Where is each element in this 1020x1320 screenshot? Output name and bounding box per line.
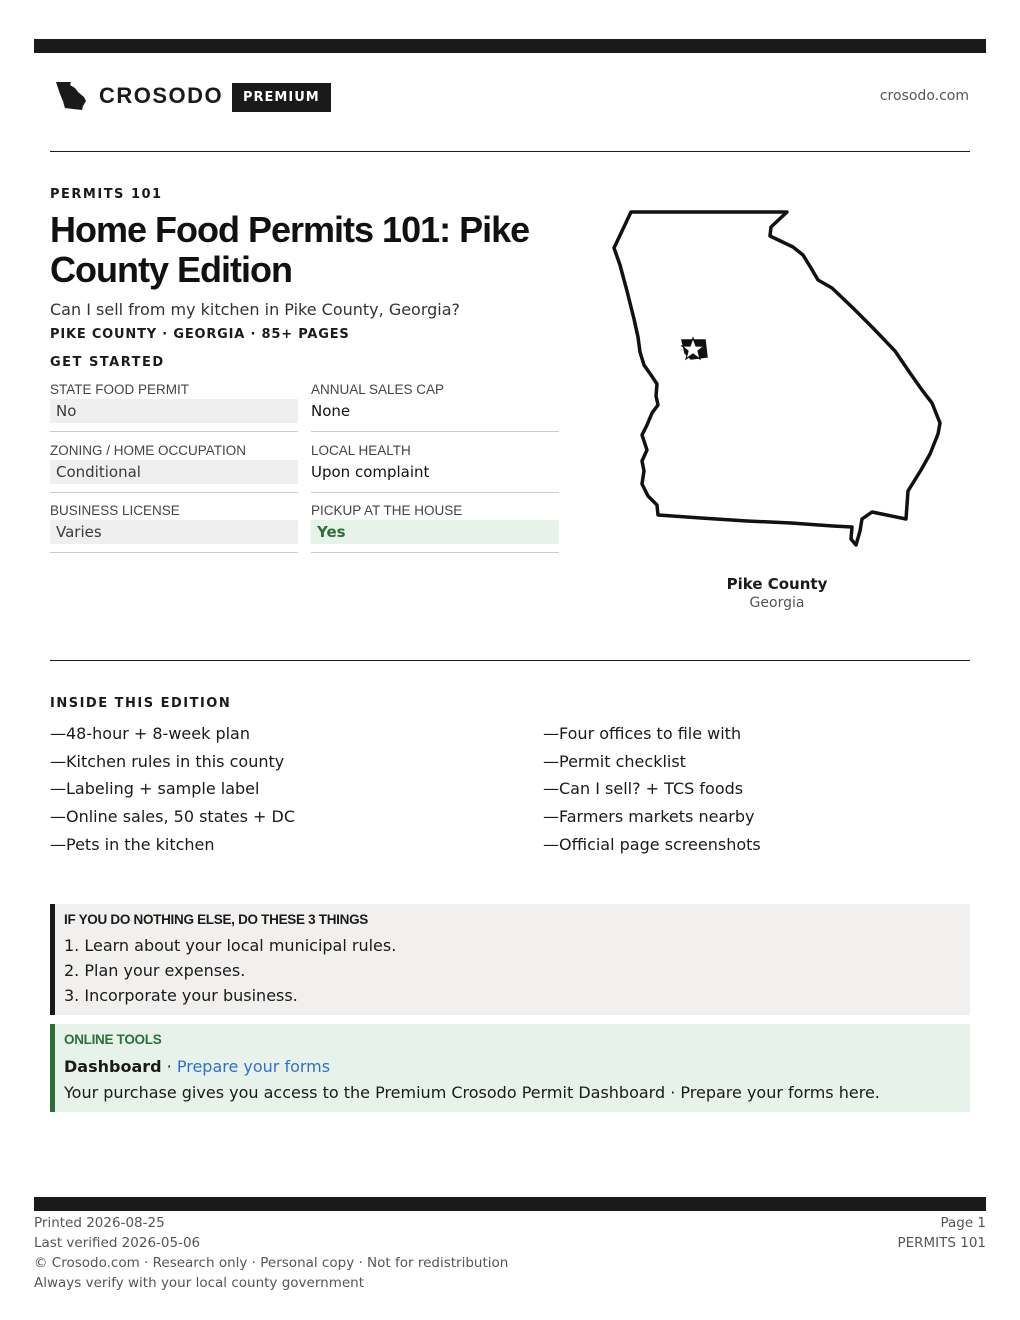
toc-item: —Can I sell? + TCS foods [543, 779, 744, 799]
georgia-map [605, 205, 950, 555]
todo-step: 1. Learn about your local municipal rules. [64, 936, 397, 955]
field-value: Varies [50, 520, 298, 544]
toc-item: —48-hour + 8-week plan [50, 724, 250, 743]
field-label: ANNUAL SALES CAP [311, 382, 445, 397]
map-caption [677, 575, 877, 611]
todo-callout [50, 904, 970, 1015]
verified-date: Last verified 2026-05-06 [34, 1235, 201, 1251]
header [50, 74, 970, 120]
county-marker-star-icon [682, 338, 707, 359]
printed-date: Printed 2026-08-25 [34, 1215, 165, 1231]
header-divider [50, 151, 970, 152]
dashboard-label: Dashboard [64, 1057, 162, 1076]
edition-meta: PIKE COUNTY · GEORGIA · 85+ PAGES [50, 327, 350, 342]
footer-right [897, 1213, 986, 1253]
page-subtitle: Can I sell from my kitchen in Pike County, Georgia? [50, 300, 461, 319]
toc-left-list [50, 723, 295, 861]
todo-step: 3. Incorporate your business. [64, 986, 298, 1005]
georgia-logo-icon [54, 80, 88, 114]
footer-section: PERMITS 101 [897, 1235, 986, 1251]
map-county-name: Pike County [726, 575, 828, 593]
toc-item: —Farmers markets nearby [543, 807, 755, 827]
toc-item: —Online sales, 50 states + DC [50, 807, 296, 827]
footer-left [34, 1213, 508, 1293]
copyright-notice: © Crosodo.com · Research only · Personal copy · Not for redistribution [34, 1255, 509, 1271]
dashboard-description: Your purchase gives you access to the Premium Crosodo Permit Dashboard · Prepare your forms here. [64, 1083, 880, 1102]
get-started-heading: GET STARTED [50, 355, 165, 370]
prepare-forms-link[interactable]: Prepare your forms [176, 1057, 331, 1076]
field-value: Yes [311, 520, 559, 544]
section-divider [50, 660, 970, 661]
field-pickup-at-house [311, 503, 559, 553]
premium-badge: PREMIUM [232, 83, 331, 112]
inside-edition-heading: INSIDE THIS EDITION [50, 696, 232, 711]
field-label: LOCAL HEALTH [311, 443, 411, 458]
online-tools-heading: ONLINE TOOLS [64, 1032, 162, 1047]
verify-note: Always verify with your local county government [34, 1275, 364, 1291]
field-value: No [50, 399, 298, 423]
section-eyebrow: PERMITS 101 [50, 187, 163, 202]
toc-item: —Labeling + sample label [50, 779, 260, 799]
field-label: BUSINESS LICENSE [50, 503, 180, 518]
field-local-health [311, 443, 559, 493]
dashboard-line [64, 1057, 330, 1076]
field-label: ZONING / HOME OCCUPATION [50, 443, 247, 458]
field-business-license [50, 503, 298, 553]
field-label: STATE FOOD PERMIT [50, 382, 190, 397]
page-number: Page 1 [940, 1215, 986, 1231]
todo-heading: IF YOU DO NOTHING ELSE, DO THESE 3 THINGS [64, 912, 368, 927]
toc-right-list [543, 723, 761, 861]
dashboard-separator: · [161, 1057, 177, 1076]
field-label: PICKUP AT THE HOUSE [311, 503, 463, 518]
toc-item: —Four offices to file with [543, 724, 742, 743]
georgia-state-outline [614, 212, 940, 545]
field-value: Conditional [50, 460, 298, 484]
toc-item: —Official page screenshots [543, 834, 761, 854]
field-annual-sales-cap [311, 382, 559, 432]
page-title: Home Food Permits 101: Pike County Edition [50, 209, 530, 290]
brand-name: CROSODO [99, 83, 224, 108]
bottom-bar [34, 1197, 986, 1211]
online-tools-callout [50, 1024, 970, 1112]
field-value: Upon complaint [311, 463, 430, 481]
field-zoning [50, 443, 298, 493]
field-value: None [311, 402, 351, 420]
map-state-name: Georgia [749, 595, 805, 611]
toc-item: —Permit checklist [543, 751, 686, 771]
field-state-food-permit [50, 382, 298, 432]
toc-item: —Kitchen rules in this county [50, 751, 285, 771]
todo-step: 2. Plan your expenses. [64, 961, 246, 980]
top-bar [34, 39, 986, 53]
site-url[interactable]: crosodo.com [879, 88, 969, 104]
toc-item: —Pets in the kitchen [50, 834, 215, 854]
